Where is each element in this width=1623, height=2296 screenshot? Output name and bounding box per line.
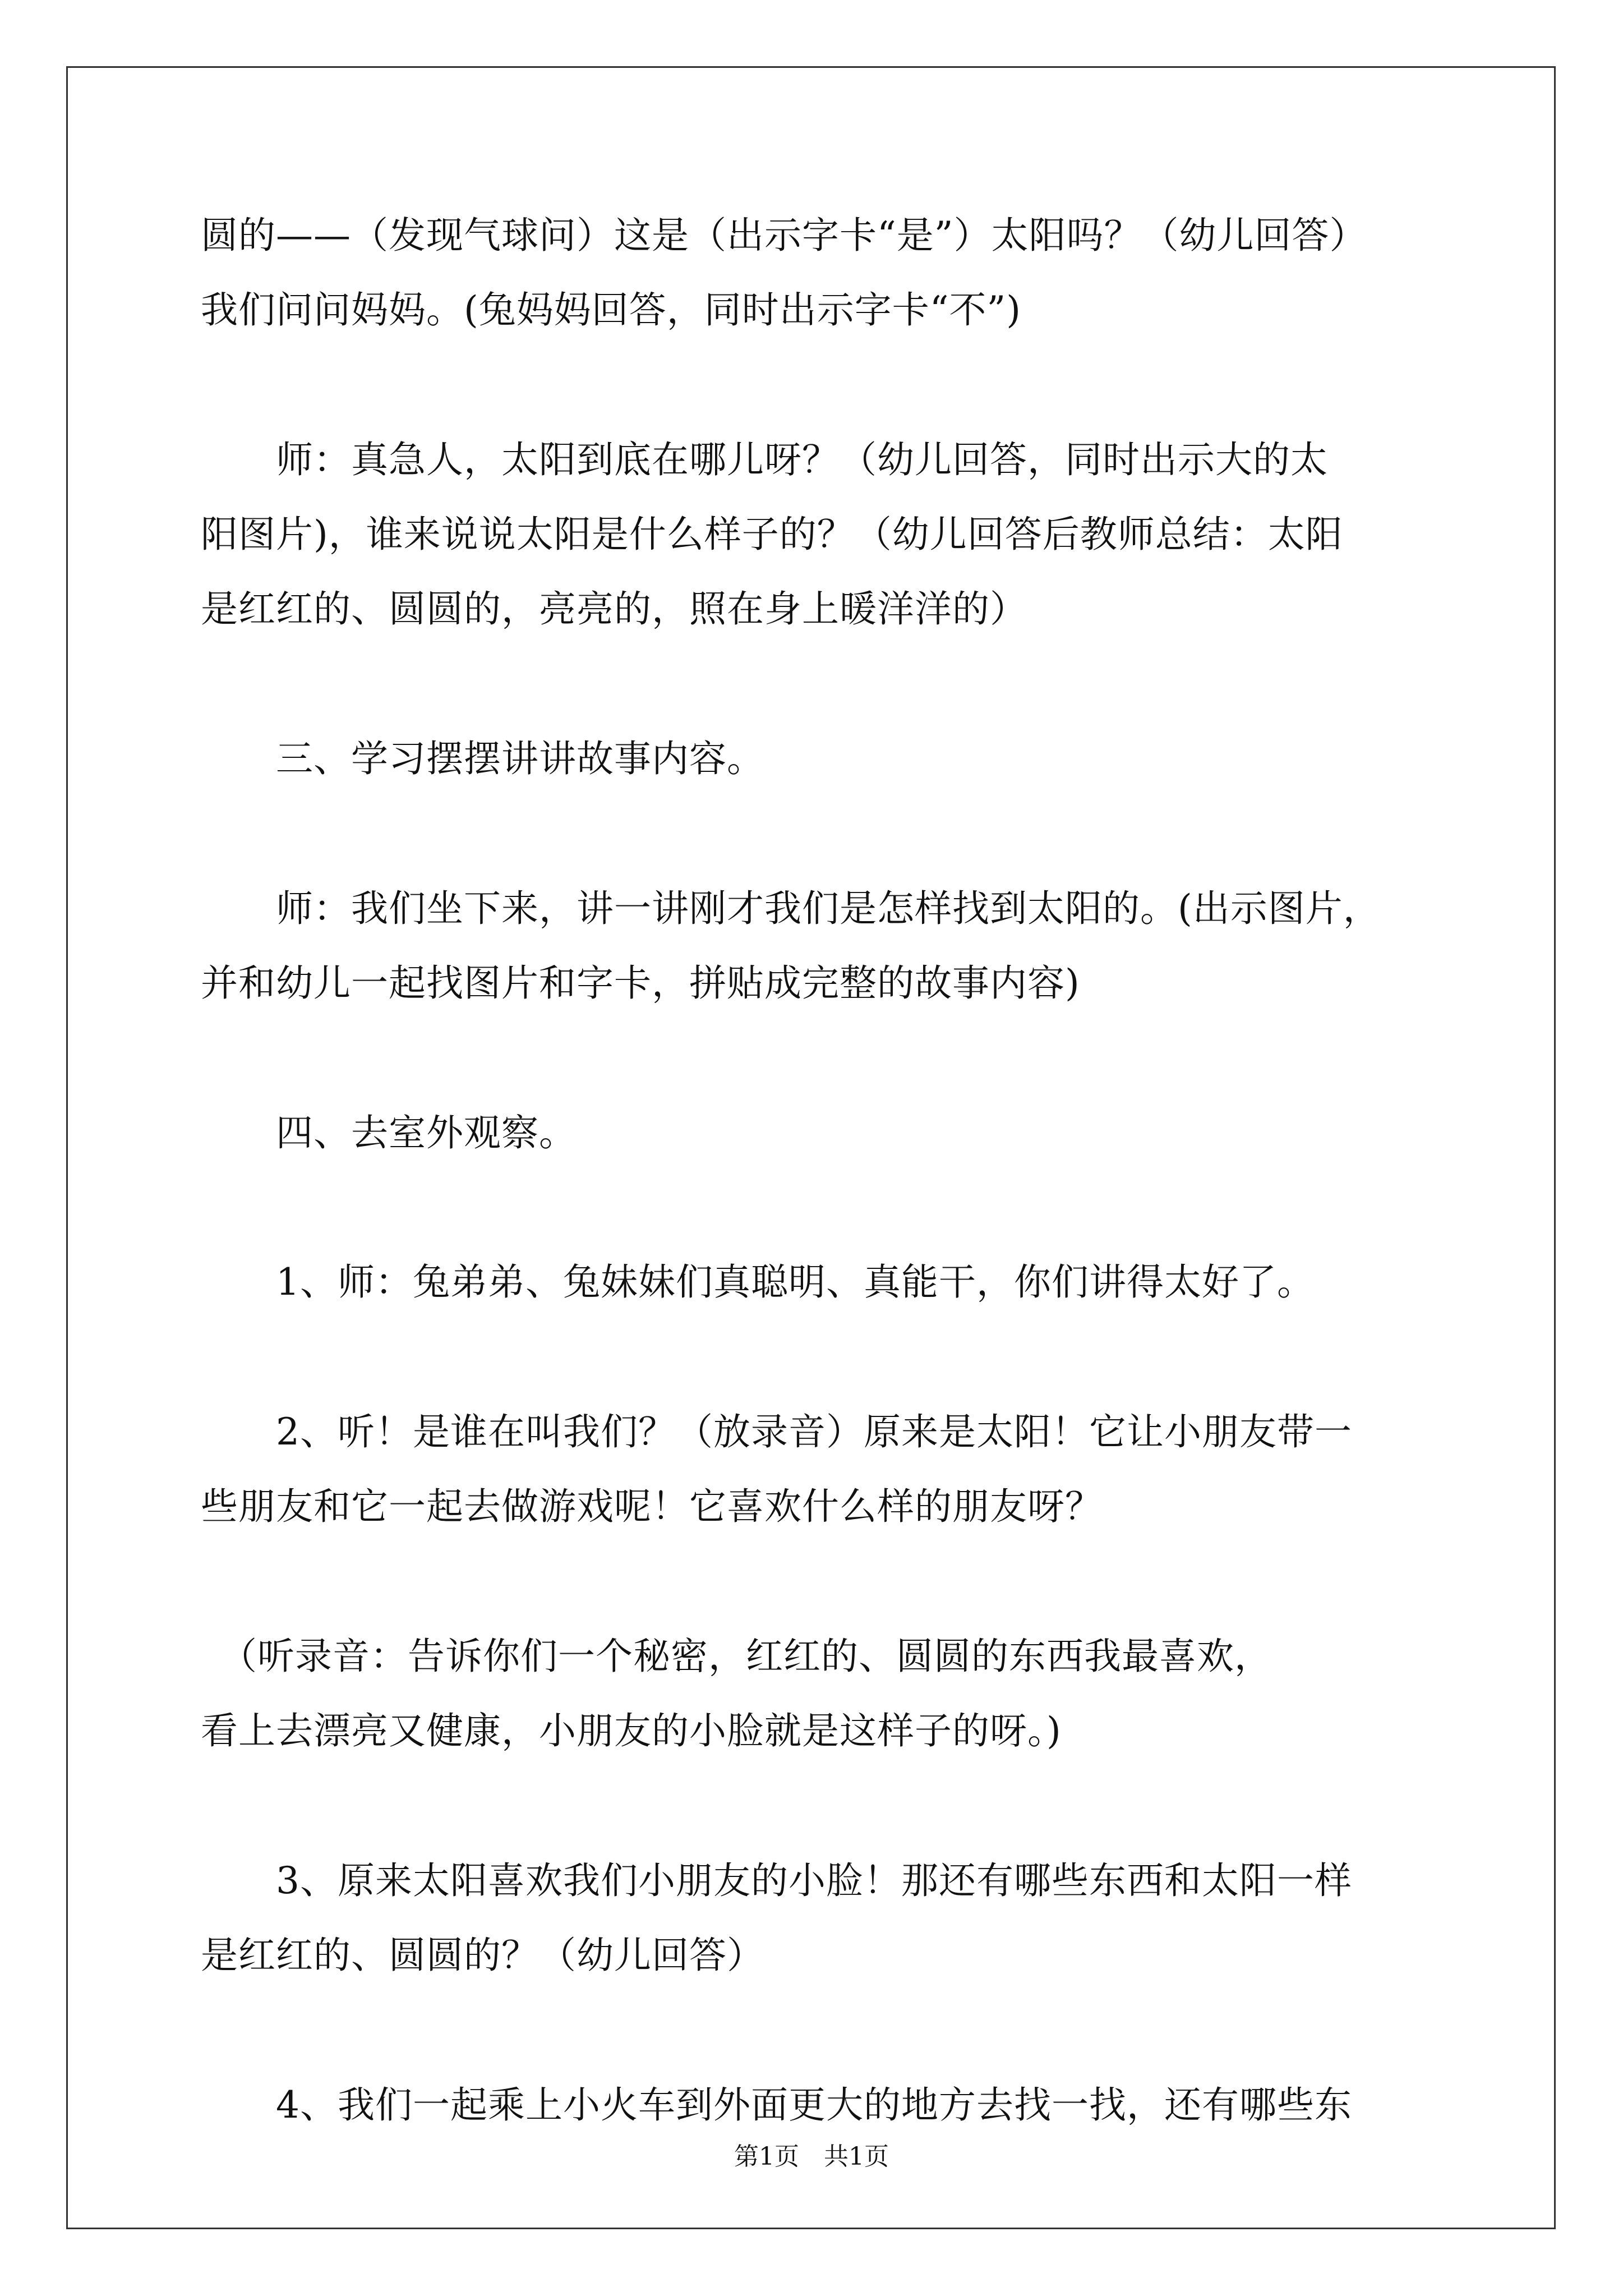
text-line-3: 师：真急人，太阳到底在哪儿呀？（幼儿回答，同时出示大的太 (201, 438, 1328, 481)
text-line-12: 些朋友和它一起去做游戏呢！它喜欢什么样的朋友呀？ (201, 1485, 1103, 1528)
text-line-6: 三、学习摆摆讲讲故事内容。 (201, 737, 764, 780)
text-line-1: 圆的——（发现气球问）这是（出示字卡“是”）太阳吗？（幼儿回答） (201, 214, 1367, 257)
text-line-7: 师：我们坐下来，讲一讲刚才我们是怎样找到太阳的。(出示图片， (201, 887, 1381, 930)
text-line-15: 3、原来太阳喜欢我们小朋友的小脸！那还有哪些东西和太阳一样 (201, 1859, 1352, 1902)
text-line-11: 2、听！是谁在叫我们？（放录音）原来是太阳！它让小朋友带一 (201, 1410, 1352, 1453)
text-line-5: 是红红的、圆圆的，亮亮的，照在身上暖洋洋的） (201, 587, 1027, 631)
text-line-17: 4、我们一起乘上小火车到外面更大的地方去找一找，还有哪些东 (201, 2083, 1352, 2127)
text-line-8: 并和幼儿一起找图片和字卡，拼贴成完整的故事内容) (201, 961, 1080, 1005)
text-line-16: 是红红的、圆圆的？（幼儿回答） (201, 1934, 764, 1977)
text-line-14: 看上去漂亮又健康，小朋友的小脸就是这样子的呀。) (201, 1709, 1062, 1752)
text-line-4: 阳图片)，谁来说说太阳是什么样子的？（幼儿回答后教师总结：太阳 (201, 513, 1343, 556)
text-line-13: （听录音：告诉你们一个秘密，红红的、圆圆的东西我最喜欢， (201, 1635, 1272, 1678)
page-footer: 第1页 共1页 (734, 2142, 889, 2171)
text-line-2: 我们问问妈妈。(兔妈妈回答，同时出示字卡“不”) (201, 288, 1021, 332)
text-line-9: 四、去室外观察。 (201, 1111, 577, 1154)
text-line-10: 1、师：兔弟弟、兔妹妹们真聪明、真能干，你们讲得太好了。 (201, 1260, 1315, 1304)
